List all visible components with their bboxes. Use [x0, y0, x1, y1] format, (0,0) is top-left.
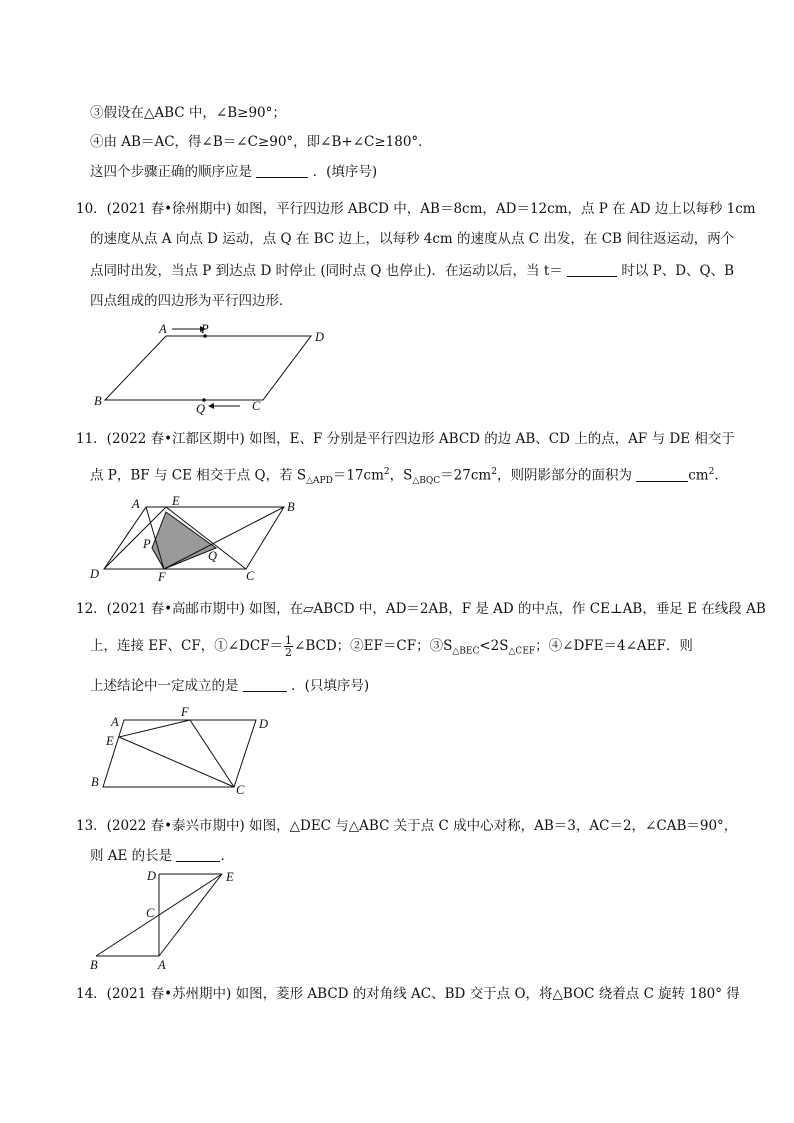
label-q: Q	[208, 549, 218, 563]
label-f: F	[158, 570, 166, 584]
q10-line-4: 四点组成的四边形为平行四边形．	[90, 293, 293, 309]
q12-line-2: 上，连接 EF、CF，①∠DCF＝ $\frac{1}{2}$ ∠BCD；②EF＝CF；$③S_{\triangle BEC}<2S_{\triangle CEF}$；④∠DFE＝4∠AEF．则	[90, 634, 693, 659]
label-c: C	[246, 569, 255, 583]
label-b: B	[90, 958, 98, 972]
label-e: E	[172, 494, 180, 508]
q11-line-1: 11．(2022 春•江都区期中) 如图，E、F 分别是平行四边形 ABCD 的边 AB、CD 上的点，AF 与 DE 相交于	[76, 431, 735, 447]
q9-answer-line: 这四个步骤正确的顺序应是 ．(填序号)	[90, 164, 378, 180]
q11-line-2: 点 P，BF 与 CE 相交于点 Q，若 $S_{\triangle APD}=17cm^2$，$S_{\triangle BQC}=27cm^2$，则阴影部分的面积为 $cm^2$.	[90, 467, 719, 487]
q13-figure	[90, 869, 234, 972]
arrow-head-icon	[208, 403, 214, 409]
label-e: E	[226, 870, 234, 884]
answer-blank[interactable]	[636, 469, 688, 482]
answer-blank[interactable]	[243, 679, 287, 692]
label-b: B	[91, 775, 99, 789]
q14-line-1: 14．(2021 春•苏州期中) 如图，菱形 ABCD 的对角线 AC、BD 交于点 O，将△BOC 绕着点 C 旋转 180° 得	[76, 986, 740, 1002]
q12-line-1: 12．(2021 春•高邮市期中) 如图，在▱ABCD 中，AD＝2AB，F 是 AD 的中点，作 CE⊥AB，垂足 E 在线段 AB	[76, 601, 766, 617]
label-c: C	[252, 399, 261, 413]
label-d: D	[315, 330, 325, 344]
label-b: B	[94, 394, 102, 408]
q13-line-1: 13．(2022 春•泰兴市期中) 如图，△DEC 与△ABC 关于点 C 成中心对称，AB＝3，AC＝2，∠CAB＝90°，	[76, 818, 738, 834]
label-d: D	[90, 567, 100, 581]
fraction: $\frac{1}{2}$	[285, 634, 293, 659]
q13-line-2: 则 AE 的长是 ．	[90, 848, 234, 864]
q11-figure	[89, 494, 295, 584]
label-c: C	[236, 783, 245, 797]
label-a: A	[132, 497, 140, 511]
q10-line-1: 10．(2021 春•徐州期中) 如图，平行四边形 ABCD 中，AB＝8cm，AD＝12cm，点 P 在 AD 边上以每秒 1cm	[76, 201, 756, 217]
label-a: A	[111, 715, 119, 729]
parallelogram-abcd	[103, 720, 256, 787]
label-q: Q	[196, 402, 206, 416]
label-b: B	[287, 500, 295, 514]
answer-blank[interactable]	[176, 849, 220, 862]
q12-line-3: 上述结论中一定成立的是 ．(只填序号)	[90, 678, 370, 694]
label-c: C	[146, 906, 155, 920]
step-3: ③假设在△ABC 中，∠B≥90°；	[90, 105, 286, 121]
q12-figure	[91, 705, 268, 797]
label-d: D	[147, 869, 157, 883]
label-e: E	[106, 734, 114, 748]
step-4: ④由 AB＝AC，得∠B＝∠C≥90°，即∠B+∠C≥180°．	[90, 134, 432, 150]
parallelogram-abcd	[105, 336, 311, 400]
label-p: P	[201, 322, 209, 336]
q10-line-2: 的速度从点 A 向点 D 运动，点 Q 在 BC 边上，以每秒 4cm 的速度从点 C 出发，在 CB 间往返运动，两个	[90, 231, 735, 247]
label-a: A	[158, 958, 166, 972]
label-p: P	[143, 537, 151, 551]
label-d: D	[259, 717, 269, 731]
label-a: A	[159, 322, 167, 336]
label-f: F	[181, 705, 189, 719]
q10-line-3: 点同时出发，当点 P 到达点 D 时停止 (同时点 Q 也停止)．在运动以后，当 t＝ 时以 P、D、Q、B	[90, 263, 735, 279]
